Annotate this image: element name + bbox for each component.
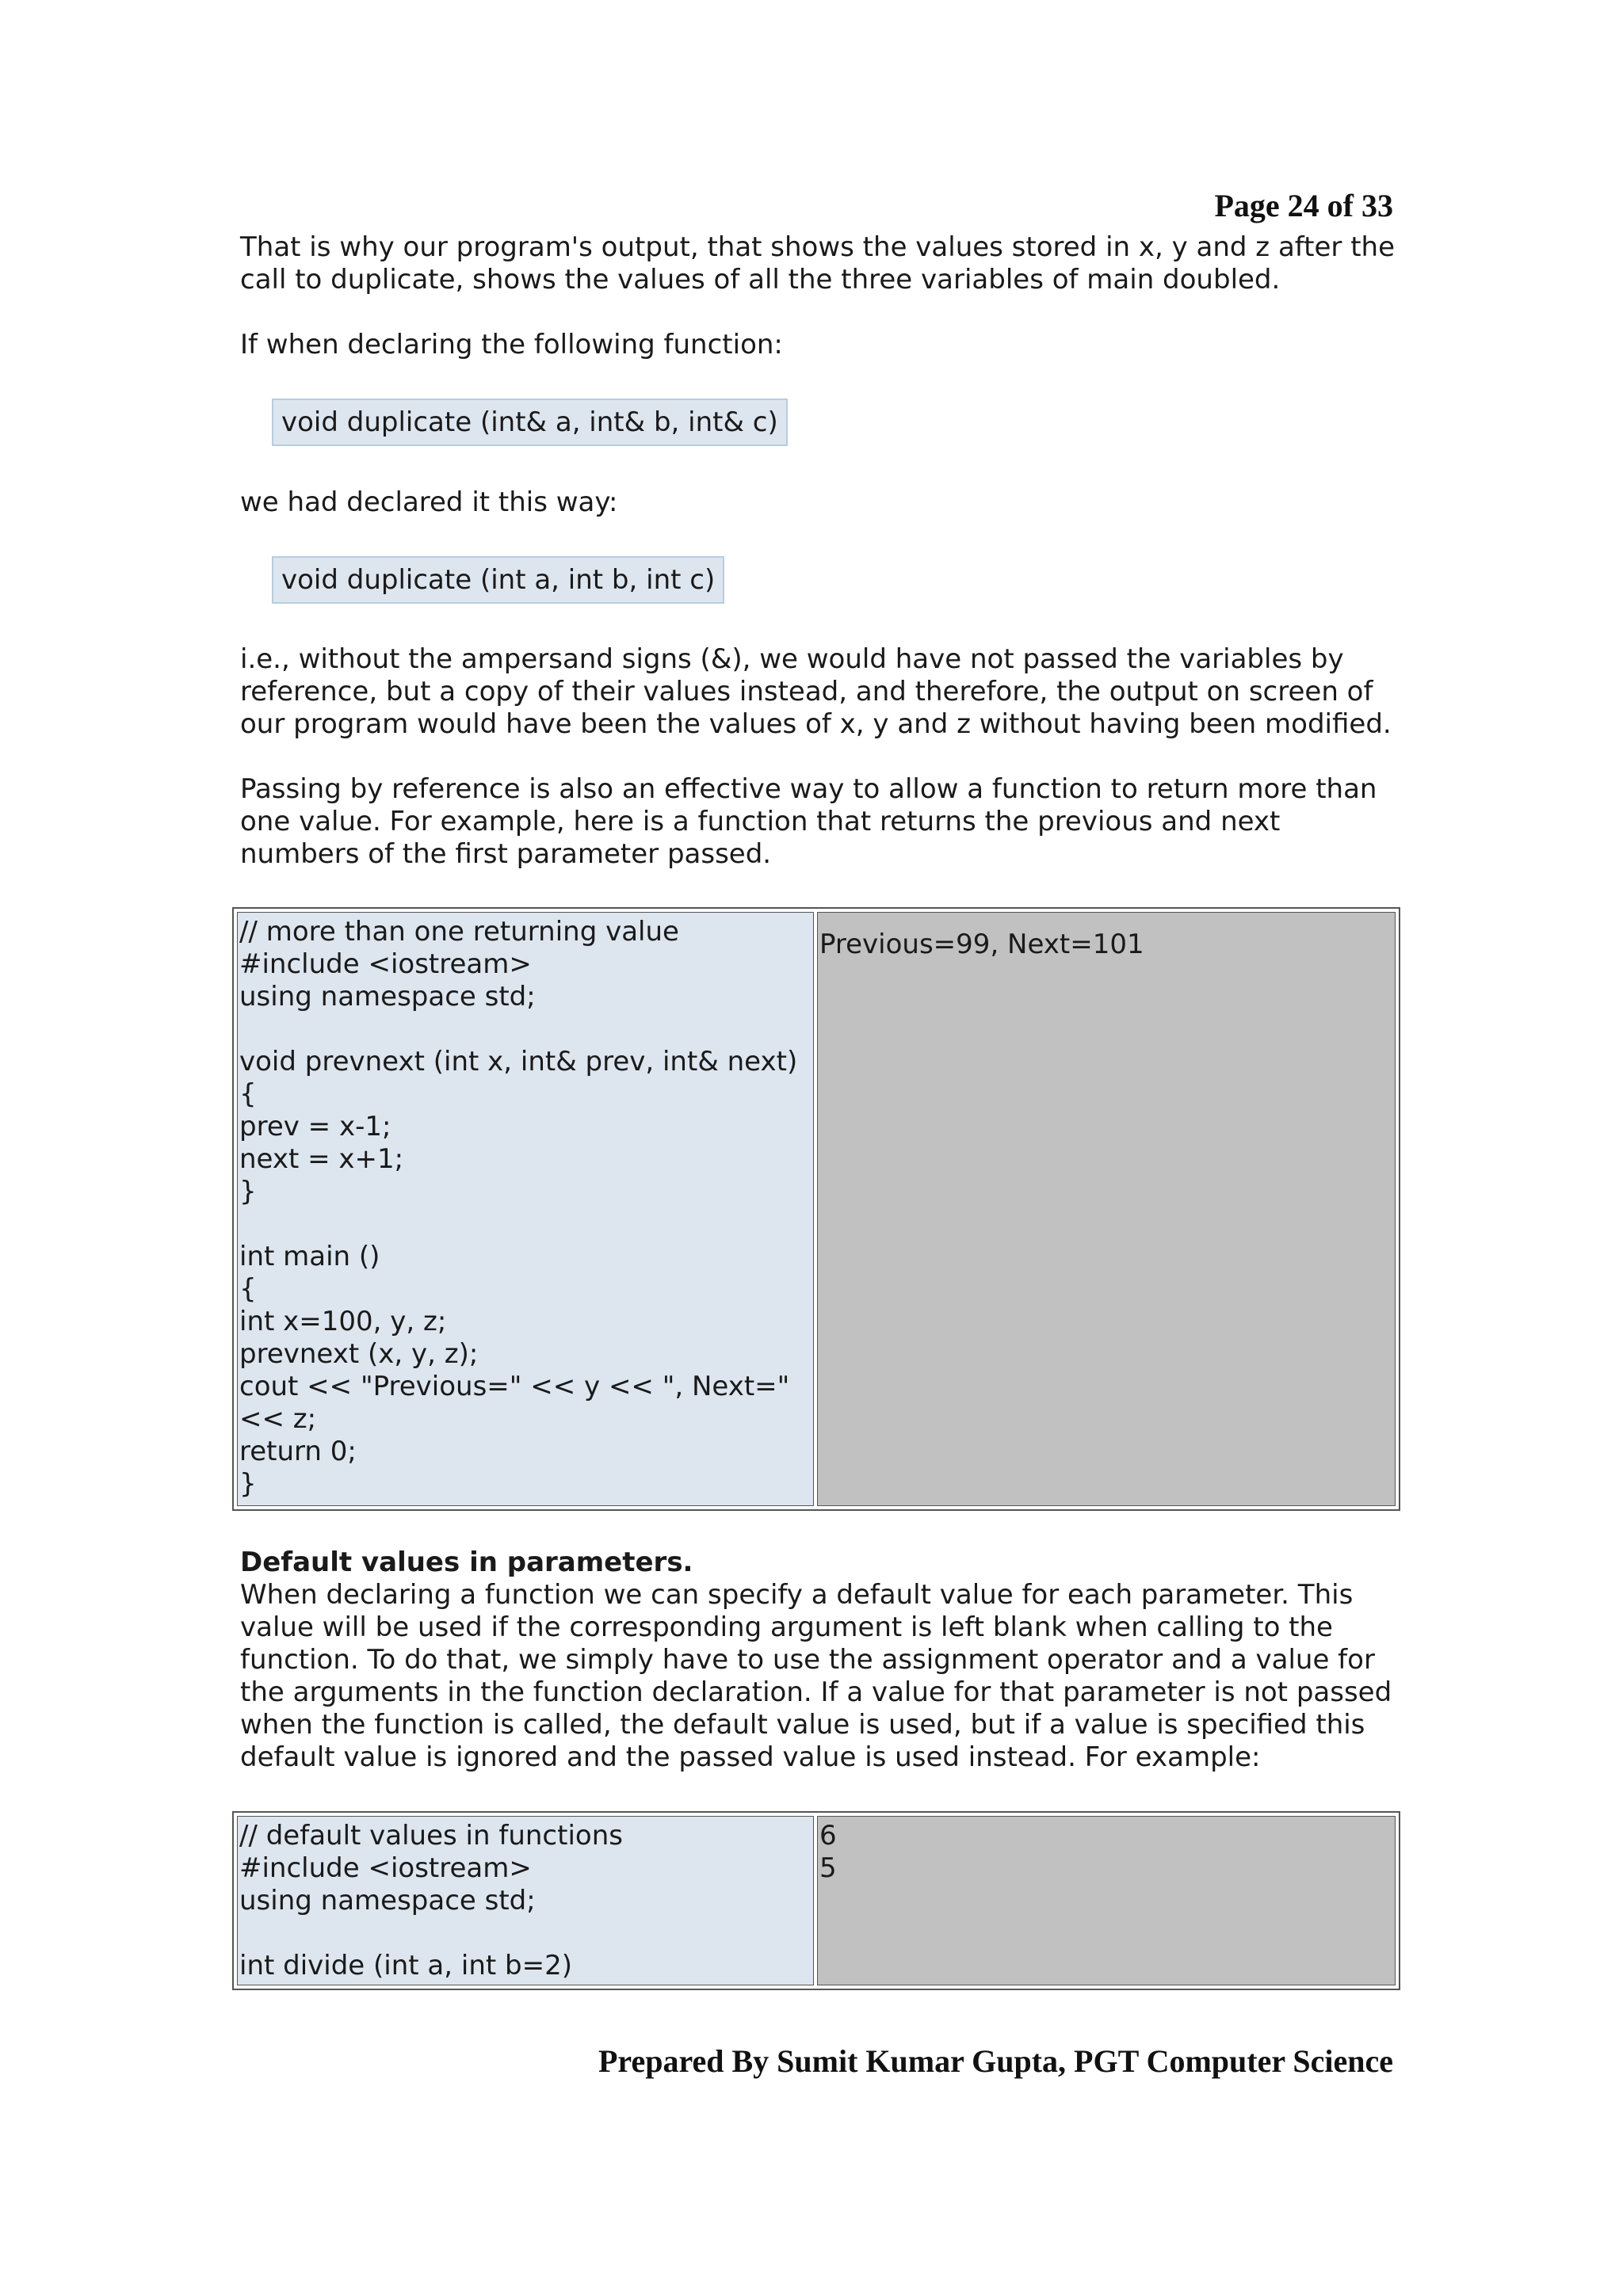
example-divide-output: 6 5 xyxy=(817,1816,1396,1985)
example-prevnext-output: Previous=99, Next=101 xyxy=(817,912,1396,1506)
paragraph-default-values: When declaring a function we can specify a default value for each parameter. This value will be used if the corresponding argument is left blank when calling to the function. To do that, we simply have to use the assignment operator and a value for the arguments in the function declaration. If a value for that parameter is not passed when the function is called, the default value is used, but if a value is specified this default value is ignored and the passed value is used instead. For example: xyxy=(240,1579,1392,1773)
example-prevnext-table xyxy=(232,907,1400,1511)
example-prevnext-code: // more than one returning value #include <iostream> using namespace std; void prevnext (int x, int& prev, int& next) { prev = x-1; next = x+1; } int main () { int x=100, y, z; prevnext (x, y, z); cout << "Previous=" << y << ", Next=" << z; return 0; } xyxy=(237,912,814,1506)
paragraph-declaring-intro: If when declaring the following function: xyxy=(240,329,783,360)
example-divide-code: // default values in functions #include <iostream> using namespace std; int divide (int a, int b=2) xyxy=(237,1816,814,1985)
code-snippet-by-value: void duplicate (int a, int b, int c) xyxy=(272,556,724,604)
paragraph-without-ampersand: i.e., without the ampersand signs (&), we would have not passed the variables by reference, but a copy of their values instead, and therefore, the output on screen of our program would have been the values of x, y and z without having been modified. xyxy=(240,643,1392,740)
paragraph-declared-this-way: we had declared it this way: xyxy=(240,486,618,518)
footer-author: Prepared By Sumit Kumar Gupta, PGT Computer Science xyxy=(598,2043,1393,2079)
page-number: Page 24 of 33 xyxy=(1214,188,1393,223)
paragraph-output-explanation: That is why our program's output, that shows the values stored in x, y and z after the call to duplicate, shows the values of all the three variables of main doubled. xyxy=(240,231,1396,296)
code-snippet-by-reference: void duplicate (int& a, int& b, int& c) xyxy=(272,399,788,446)
example-divide-table xyxy=(232,1811,1400,1990)
paragraph-multiple-return: Passing by reference is also an effective way to allow a function to return more than one value. For example, here is a function that returns the previous and next numbers of the first parameter passed. xyxy=(240,773,1377,870)
section-heading-default-values: Default values in parameters. xyxy=(240,1547,693,1578)
